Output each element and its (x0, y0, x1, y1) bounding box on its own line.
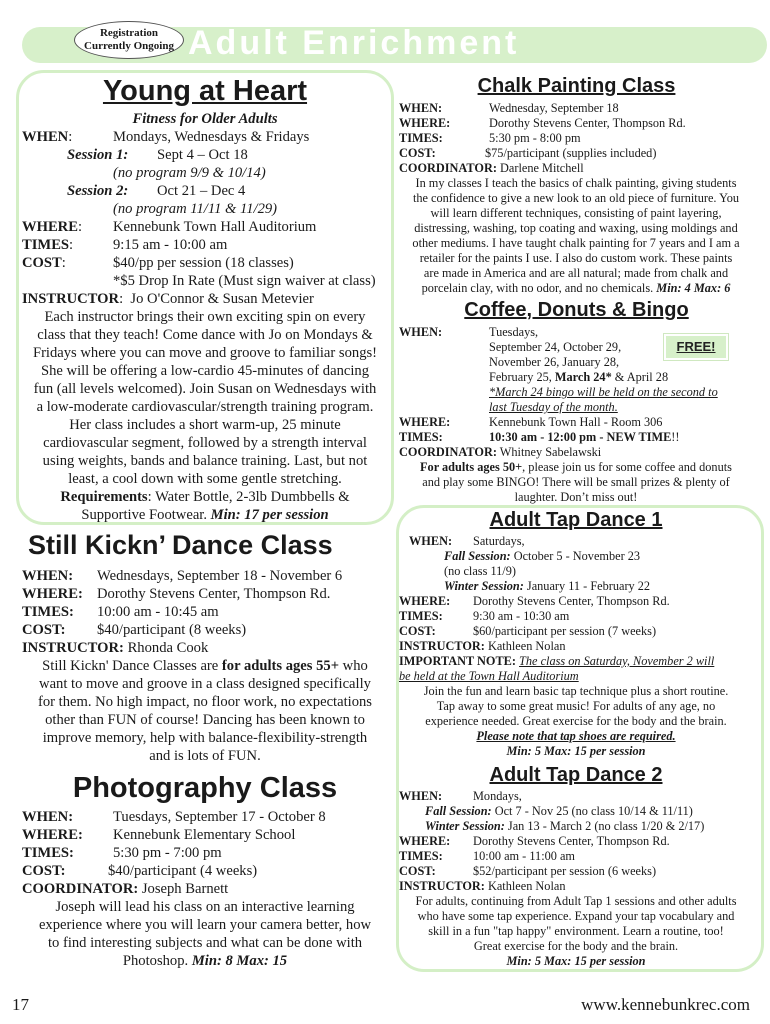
chalk-painting-title: Chalk Painting Class (477, 75, 676, 97)
young-at-heart-title: Young at Heart (102, 75, 308, 107)
instructor-label: INSTRUCTOR: (22, 640, 124, 656)
desc-text: porcelain clay, with no odor, and no chemicals. (421, 281, 657, 295)
tap1-fall (444, 549, 640, 564)
coordinator-label: COORDINATOR: (399, 161, 497, 175)
bingo-note-1: *March 24 bingo will be held on the second to (489, 385, 718, 399)
page-number: 17 (12, 995, 29, 1014)
desc-text: who (339, 658, 368, 674)
when-label: WHEN (22, 129, 69, 145)
tap2-fall (425, 804, 693, 819)
tap1-minmax: Min: 5 Max: 15 per session (506, 744, 646, 758)
kickn-description (16, 657, 394, 765)
young-subtitle: Fitness for Older Adults (132, 111, 278, 127)
photo-where-label: WHERE: (22, 827, 83, 843)
young-cost-row: COST: (22, 255, 66, 271)
desc-line: Tap away to some great music! For adults of any age, no (436, 699, 716, 713)
tap2-where-label: WHERE: (399, 834, 451, 848)
young-where: Kennebunk Town Hall Auditorium (113, 219, 317, 235)
kickn-cost: $40/participant (8 weeks) (97, 622, 247, 638)
tap1-times: 9:30 am - 10:30 am (473, 609, 570, 623)
requirements-line (16, 488, 394, 506)
registration-badge (74, 21, 184, 59)
tap1-where: Dorothy Stevens Center, Thompson Rd. (473, 594, 670, 608)
young-description (16, 308, 394, 524)
kickn-when: Wednesdays, September 18 - November 6 (97, 568, 343, 584)
photo-times-label: TIMES: (22, 845, 74, 861)
bingo-note-2: last Tuesday of the month. (489, 400, 618, 414)
bingo-where: Kennebunk Town Hall - Room 306 (489, 415, 663, 429)
kickn-where: Dorothy Stevens Center, Thompson Rd. (97, 586, 331, 602)
tap2-cost: $52/participant per session (6 weeks) (473, 864, 657, 878)
desc-line: least, a cool down with some gentle stretching. (68, 471, 342, 487)
desc-line: laughter. Don’t miss out! (514, 490, 638, 504)
tap2-instructor-row (399, 879, 565, 894)
young-session2-dates: Oct 21 – Dec 4 (157, 183, 246, 199)
winter-label: Winter Session: (425, 819, 505, 833)
desc-line: Each instructor brings their own exciting spin on every (44, 309, 366, 325)
coordinator-label: COORDINATOR: (399, 445, 497, 459)
bingo-when-3: November 26, January 28, (489, 355, 620, 369)
free-badge: FREE! (664, 334, 728, 360)
tap1-cost-label: COST: (399, 624, 436, 638)
desc-line: and is lots of FUN. (149, 748, 261, 764)
bingo-times: 10:30 am - 12:00 pm - NEW TIME!! (489, 430, 680, 444)
young-when-row: WHEN: (22, 129, 73, 145)
where-label: WHERE (22, 219, 78, 235)
kickn-instructor-row (22, 639, 208, 657)
chalk-cost: $75/participant (supplies included) (485, 146, 657, 160)
winter-dates: Jan 13 - March 2 (no class 1/20 & 2/17) (504, 819, 705, 833)
photo-cost-label: COST: (22, 863, 66, 879)
badge-line-1: Registration (99, 27, 159, 39)
tap1-description (396, 684, 756, 759)
note-label: IMPORTANT NOTE: (399, 654, 516, 668)
instructor-name: Kathleen Nolan (487, 639, 566, 653)
desc-text: , please join us for some coffee and donuts (522, 460, 732, 474)
instructor-name: Jo O'Connor & Susan Metevier (130, 291, 314, 307)
young-times: 9:15 am - 10:00 am (113, 237, 228, 253)
badge-line-2: Currently Ongoing (84, 40, 174, 52)
tap2-when-label: WHEN: (399, 789, 443, 803)
desc-line: to find interesting subjects and what can be done with (47, 935, 363, 951)
coordinator-name: Whitney Sabelawski (499, 445, 602, 459)
desc-line: who have some tap experience. Expand your tap vocabulary and (417, 909, 735, 923)
desc-line: Joseph will lead his class on an interactive learning (55, 899, 355, 915)
photo-coordinator-row (22, 880, 228, 898)
coordinator-label: COORDINATOR: (22, 881, 139, 897)
desc-line: will learn different techniques, consisting of paint layering, (430, 206, 722, 220)
date-text: February 25, (489, 370, 555, 384)
instructor-name: Rhonda Cook (127, 640, 209, 656)
winter-dates: January 11 - February 22 (523, 579, 651, 593)
times-text: 10:30 am - 12:00 pm - NEW TIME (489, 430, 672, 444)
desc-text: Photoshop. (122, 953, 192, 969)
photo-times: 5:30 pm - 7:00 pm (113, 845, 222, 861)
chalk-when: Wednesday, September 18 (489, 101, 619, 115)
desc-line: cardiovascular segment, followed by a strength interval (43, 435, 367, 451)
chalk-times-label: TIMES: (399, 131, 443, 145)
desc-line: are made in America and are all natural; made from chalk and (423, 266, 729, 280)
cost-label: COST (22, 255, 62, 271)
instructor-name: Kathleen Nolan (487, 879, 566, 893)
young-session2-note: (no program 11/11 & 11/29) (113, 201, 278, 217)
desc-line: Fridays where you can move and groove to familiar songs! (32, 345, 378, 361)
desc-line: Great exercise for the body and the brain. (473, 939, 679, 953)
desc-text: Still Kickn' Dance Classes are (42, 658, 222, 674)
photo-minmax: Min: 8 Max: 15 (191, 953, 288, 969)
desc-line: other than FUN of course! Dancing has been known to (45, 712, 365, 728)
chalk-where: Dorothy Stevens Center, Thompson Rd. (489, 116, 686, 130)
desc-line (396, 460, 756, 475)
tap1-important-note (399, 654, 714, 669)
tap2-cost-label: COST: (399, 864, 436, 878)
desc-line: distressing, washing, top coating and waxing, using moldings and (414, 221, 738, 235)
young-times-row: TIMES: (22, 237, 74, 253)
young-session1-label: Session 1: (67, 147, 129, 163)
tap2-title: Adult Tap Dance 2 (489, 764, 663, 786)
kickn-when-label: WHEN: (22, 568, 74, 584)
desc-line (16, 952, 394, 970)
tap1-important-note-2: be held at the Town Hall Auditorium (399, 669, 579, 683)
instructor-label: INSTRUCTOR (22, 291, 120, 307)
chalk-description (396, 176, 756, 296)
age-highlight: For adults ages 50+ (420, 460, 523, 474)
still-kickn-title: Still Kickn’ Dance Class (28, 530, 333, 560)
young-session1-note: (no program 9/9 & 10/14) (113, 165, 266, 181)
desc-line: class that they teach! Come dance with Jo on Mondays & (37, 327, 373, 343)
chalk-times: 5:30 pm - 8:00 pm (489, 131, 581, 145)
kickn-times-label: TIMES: (22, 604, 74, 620)
chalk-when-label: WHEN: (399, 101, 443, 115)
young-session2-label: Session 2: (67, 183, 129, 199)
requirements-line-2 (16, 506, 394, 524)
tap2-times: 10:00 am - 11:00 am (473, 849, 576, 863)
young-when: Mondays, Wednesdays & Fridays (113, 129, 310, 145)
young-instructor-row: INSTRUCTOR: Jo O'Connor & Susan Metevier (22, 291, 314, 307)
desc-line: experience needed. Great exercise for the body and the brain. (425, 714, 727, 728)
desc-line: want to move and groove in a class designed specifically (39, 676, 371, 692)
desc-line: For adults, continuing from Adult Tap 1 sessions and other adults (415, 894, 737, 908)
bingo-where-label: WHERE: (399, 415, 451, 429)
young-session1-dates: Sept 4 – Oct 18 (157, 147, 248, 163)
desc-line: improve memory, help with balance-flexibility-strength (42, 730, 368, 746)
desc-line: other mediums. I have taught chalk painting for 7 years and I am a (412, 236, 740, 250)
photo-cost: $40/participant (4 weeks) (108, 863, 258, 879)
chalk-cost-label: COST: (399, 146, 436, 160)
photo-where: Kennebunk Elementary School (113, 827, 296, 843)
bingo-when-1: Tuesdays, (489, 325, 539, 339)
tap1-when-label: WHEN: (409, 534, 453, 548)
desc-line: In my classes I teach the basics of chalk painting, giving students (415, 176, 737, 190)
date-text: & April 28 (611, 370, 669, 384)
age-highlight: for adults ages 55+ (221, 658, 340, 674)
tap1-when: Saturdays, (473, 534, 525, 548)
desc-line: and play some BINGO! There will be small prizes & plenty of (422, 475, 730, 489)
photography-title: Photography Class (72, 772, 338, 804)
tap1-times-label: TIMES: (399, 609, 443, 623)
kickn-cost-label: COST: (22, 622, 66, 638)
winter-label: Winter Session: (444, 579, 524, 593)
tap2-where: Dorothy Stevens Center, Thompson Rd. (473, 834, 670, 848)
photo-when: Tuesdays, September 17 - October 8 (113, 809, 326, 825)
march-date: March 24* (554, 370, 612, 384)
requirements-text-2: Supportive Footwear. (81, 507, 211, 523)
tap1-cost: $60/participant per session (7 weeks) (473, 624, 657, 638)
desc-line: skill in a fun "tap happy" environment. Learn a routine, too! (428, 924, 724, 938)
desc-line: fun (all levels welcomed). Join Susan on Wednesdays with (33, 381, 377, 397)
note-text: The class on Saturday, November 2 will (519, 654, 715, 668)
tap1-title: Adult Tap Dance 1 (489, 509, 663, 531)
tap-shoes-note: Please note that tap shoes are required. (476, 729, 676, 743)
desc-line: using weights, bands and balance training. Last, but not (42, 453, 368, 469)
requirements-label: Requirements (60, 489, 148, 505)
coordinator-name: Darlene Mitchell (500, 161, 584, 175)
website-link[interactable]: www.kennebunkrec.com (581, 995, 750, 1014)
coordinator-name: Joseph Barnett (141, 881, 229, 897)
desc-line: for them. No high impact, no floor work, no expectations (38, 694, 372, 710)
chalk-where-label: WHERE: (399, 116, 451, 130)
bingo-when-label: WHEN: (399, 325, 443, 339)
desc-line (16, 657, 394, 675)
tap2-winter (425, 819, 704, 834)
young-minimum: Min: 17 per session (210, 507, 329, 523)
instructor-label: INSTRUCTOR: (399, 639, 485, 653)
bingo-description (396, 460, 756, 505)
bingo-when-4 (489, 370, 668, 385)
bingo-coordinator-row (399, 445, 601, 460)
young-cost: $40/pp per session (18 classes) (113, 255, 294, 271)
kickn-times: 10:00 am - 10:45 am (97, 604, 219, 620)
kickn-where-label: WHERE: (22, 586, 83, 602)
photo-description (16, 898, 394, 970)
tap1-instructor-row (399, 639, 565, 654)
fall-dates: October 5 - November 23 (510, 549, 641, 563)
desc-line: a low-moderate cardiovascular/strength training program. (36, 399, 374, 415)
chalk-minmax: Min: 4 Max: 6 (656, 281, 731, 295)
fall-label: Fall Session: (425, 804, 492, 818)
desc-line: Join the fun and learn basic tap technique plus a short routine. (423, 684, 729, 698)
bingo-times-label: TIMES: (399, 430, 443, 444)
photo-when-label: WHEN: (22, 809, 74, 825)
tap2-description (396, 894, 756, 969)
desc-line: Her class includes a short warm-up, 25 minute (69, 417, 341, 433)
fall-dates: Oct 7 - Nov 25 (no class 10/14 & 11/11) (491, 804, 693, 818)
young-dropin: *$5 Drop In Rate (Must sign waiver at class) (113, 273, 376, 289)
times-label: TIMES (22, 237, 70, 253)
fall-label: Fall Session: (444, 549, 511, 563)
bingo-when-2: September 24, October 29, (489, 340, 622, 354)
requirements-text: : Water Bottle, 2-3lb Dumbbells & (147, 489, 350, 505)
desc-line: retailer for the paints I use. I also do custom work. These paints (419, 251, 733, 265)
tap2-minmax: Min: 5 Max: 15 per session (506, 954, 646, 968)
page-title: Adult Enrichment (188, 24, 520, 62)
chalk-coordinator-row (399, 161, 584, 176)
tap1-where-label: WHERE: (399, 594, 451, 608)
instructor-label: INSTRUCTOR: (399, 879, 485, 893)
tap1-winter (444, 579, 650, 594)
desc-line: experience where you will learn your camera better, how (38, 917, 372, 933)
desc-line (396, 281, 756, 296)
desc-line: the confidence to give a new look to an old piece of furniture. You (412, 191, 740, 205)
desc-line: She will be offering a low-cardio 45-minutes of dancing (40, 363, 369, 379)
bingo-title: Coffee, Donuts & Bingo (464, 299, 689, 321)
tap2-when: Mondays, (473, 789, 522, 803)
tap2-times-label: TIMES: (399, 849, 443, 863)
tap1-fall-note: (no class 11/9) (444, 564, 516, 578)
young-where-row: WHERE: (22, 219, 83, 235)
